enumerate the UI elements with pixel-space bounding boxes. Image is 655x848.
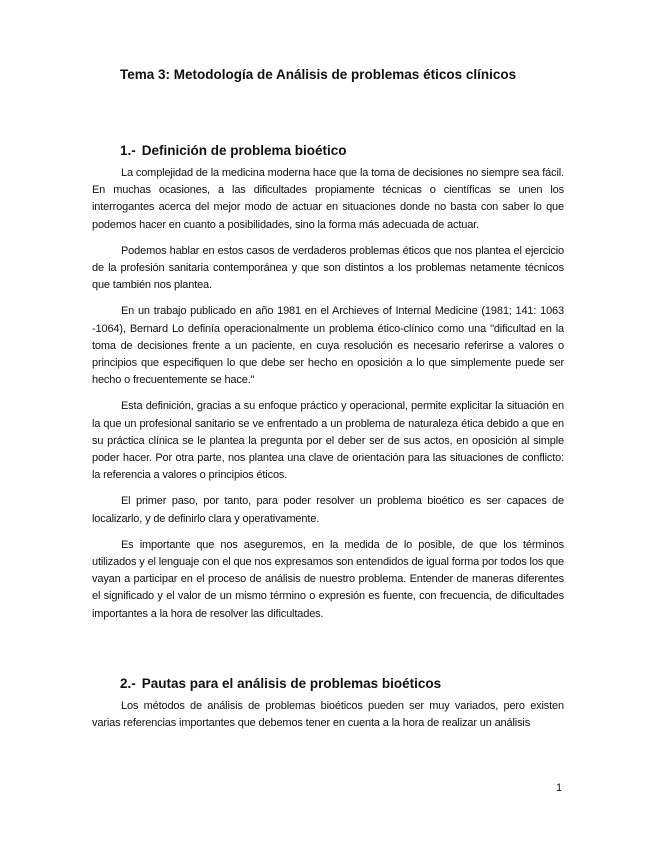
- section-number: 1.-: [120, 143, 136, 158]
- section-body-pautas: [92, 698, 564, 741]
- paragraph: El primer paso, por tanto, para poder resolver un problema bioético es ser capaces de localizarlo, y de definirlo clara y operativamente.: [92, 495, 564, 525]
- page-number: 1: [556, 782, 563, 794]
- paragraph: Podemos hablar en estos casos de verdaderos problemas éticos que nos plantea el ejercicio de la profesión sanitaria contemporánea y que son distintos a los problemas netamente técnicos que también nos plantea.: [92, 244, 564, 292]
- paragraph: La complejidad de la medicina moderna hace que la toma de decisiones no siempre sea fácil. En muchas ocasiones, a las dificultades propiamente técnicas o científicas se unen los interrogantes acerca del mejor modo de actuar en situaciones donde no basta con saber lo que podemos hacer en cuanto a posibilidades, sino la forma más adecuada de actuar.: [92, 167, 564, 231]
- section-title: Definición de problema bioético: [141, 143, 347, 158]
- paragraph: Los métodos de análisis de problemas bioéticos pueden ser muy variados, pero existen varias referencias importantes que debemos tener en cuenta a la hora de realizar un análisis: [92, 700, 564, 730]
- paragraph: Es importante que nos aseguremos, en la medida de lo posible, de que los términos utilizados y el lenguaje con el que nos expresamos son entendidos de igual forma por todos los que vayan a participar en el proceso de análisis de nuestro problema. Entender de maneras diferentes el significado y el valor de un mismo término o expresión es fuente, con frecuencia, de dificultades importantes a la hora de resolver las dificultades.: [92, 538, 564, 620]
- document-title: Tema 3: Metodología de Análisis de problemas éticos clínicos: [120, 67, 517, 82]
- section-body-definicion: [92, 165, 564, 632]
- section-number: 2.-: [120, 676, 136, 691]
- section-title: Pautas para el análisis de problemas bioéticos: [141, 676, 442, 691]
- paragraph: Esta definición, gracias a su enfoque práctico y operacional, permite explicitar la situación en la que un profesional sanitario se ve enfrentado a un problema de naturaleza ética debido a que en su práctica clínica se le plantea la pregunta por el deber ser de sus actos, en oposición al simple poder hacer. Por otra parte, nos plantea una clave de orientación para las situaciones de conflicto: la referencia a valores o principios éticos.: [92, 400, 564, 482]
- paragraph: En un trabajo publicado en año 1981 en el Archieves of Internal Medicine (1981; 141: 1063 -1064), Bernard Lo definía operacionalmente un problema ético-clínico como una "dificultad en la toma de decisiones frente a un paciente, en cuya resolución es necesario referirse a valores o principios que especifiquen lo que debe ser hecho en oposición a lo que simplemente puede ser hecho o frecuentemente se hace.": [92, 305, 564, 387]
- section-heading-pautas: [120, 676, 441, 691]
- section-heading-definicion: [120, 143, 347, 158]
